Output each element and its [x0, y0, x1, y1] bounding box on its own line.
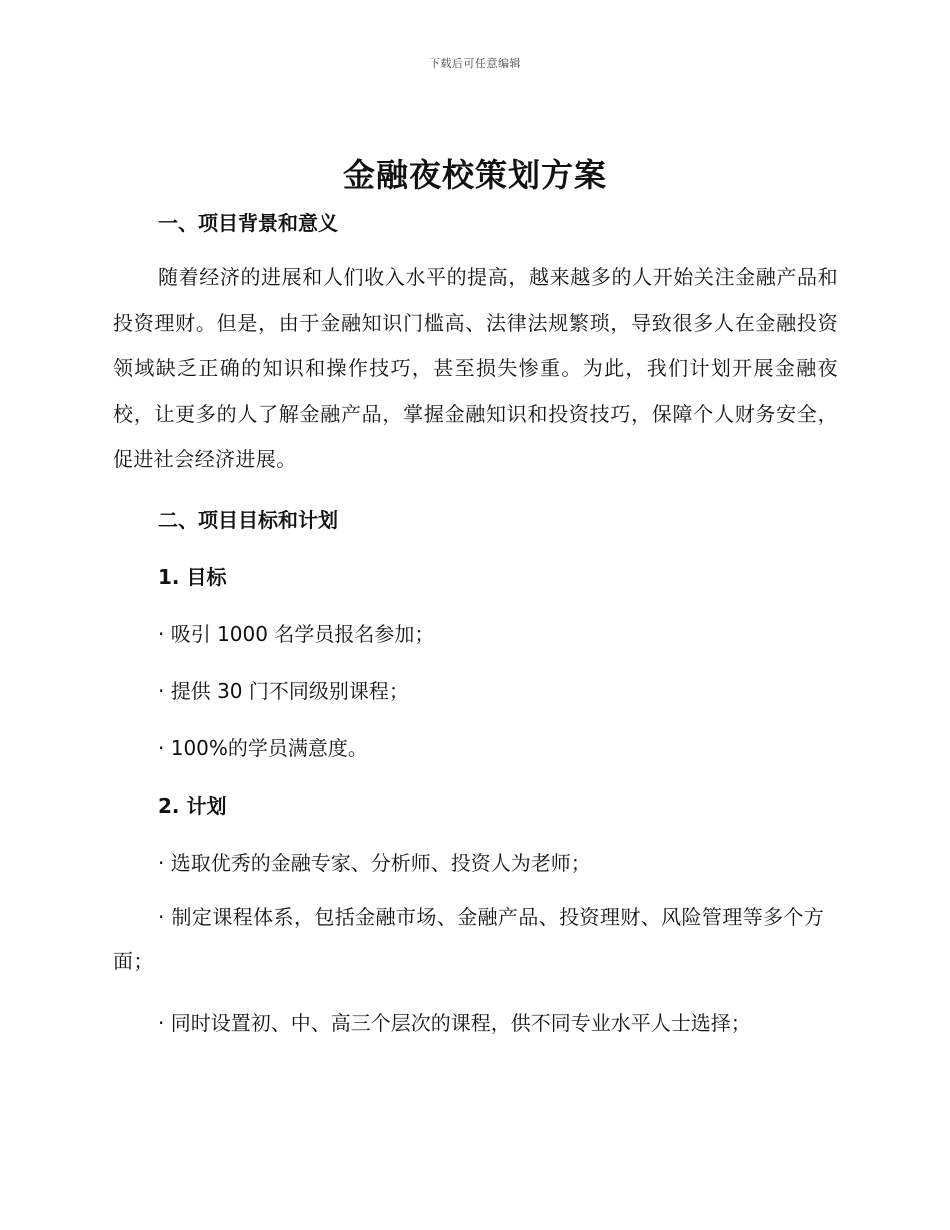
section-heading-goals-plan: 二、项目目标和计划 [158, 508, 338, 532]
plan-item: · 同时设置初、中、高三个层次的课程，供不同专业水平人士选择； [158, 1011, 751, 1035]
plan-heading: 2. 计划 [158, 794, 227, 818]
background-paragraph: 随着经济的进展和人们收入水平的提高，越来越多的人开始关注金融产品和投资理财。但是，由于金融知识门槛高、法律法规繁琐，导致很多人在金融投资领域缺乏正确的知识和操作技巧，甚至损失惨重。为此，我们计划开展金融夜校，让更多的人了解金融产品，掌握金融知识和投资技巧，保障个人财务安全，促进社会经济进展。 [113, 265, 838, 471]
plan-item: · 选取优秀的金融专家、分析师、投资人为老师； [158, 851, 591, 875]
goal-item: · 吸引 1000 名学员报名参加； [158, 622, 435, 646]
goal-item: · 提供 30 门不同级别课程； [158, 679, 409, 703]
section-heading-background: 一、项目背景和意义 [158, 211, 338, 235]
goals-heading: 1. 目标 [158, 565, 227, 589]
header-note: 下载后可任意编辑 [429, 57, 521, 70]
goal-item: · 100%的学员满意度。 [158, 736, 368, 760]
document-title: 金融夜校策划方案 [342, 156, 607, 194]
plan-item: · 制定课程体系，包括金融市场、金融产品、投资理财、风险管理等多个方面； [113, 905, 825, 973]
